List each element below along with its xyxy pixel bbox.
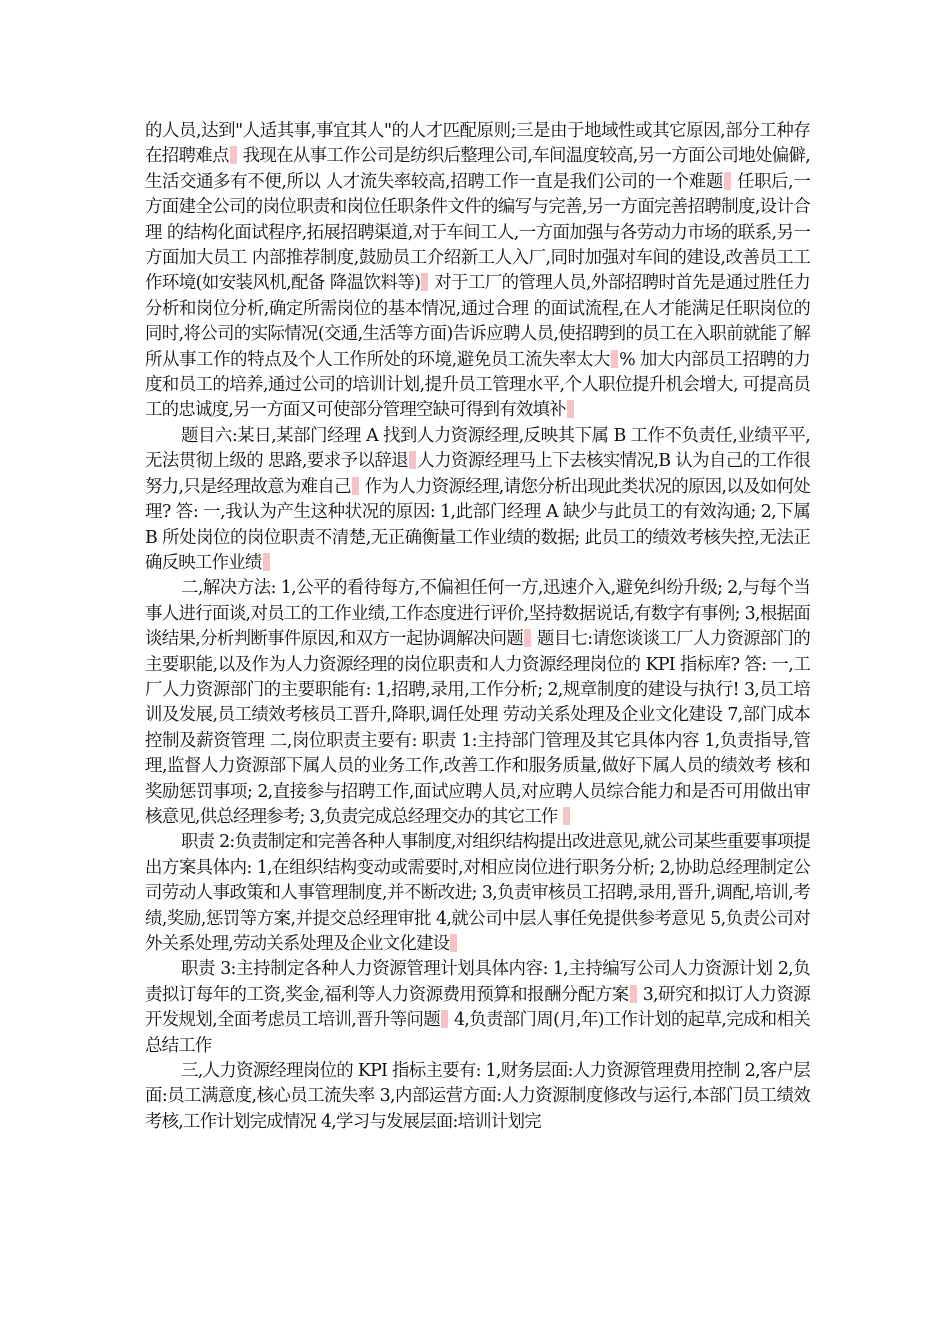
highlight-mark: [724, 172, 731, 190]
text-span: % 加大内部员工招聘的力度和员工的培养,通过公司的培训计划,提升员工管理水平,个人职位提升机会增大, 可提高员工的忠诚度,另一方面又可使部分管理空缺可得到有效填补: [145, 349, 811, 421]
highlight-mark: [563, 807, 570, 825]
paragraph-1: [145, 119, 810, 424]
text-span: 题目七:请您谈谈工厂人力资源部门的主要职能,以及作为人力资源经理的岗位职责和人力资源经理岗位的 KPI 指标库? 答: 一,工厂人力资源部门的主要职能有: 1,招聘,录用,工作分析; 2,规章制度的建设与执行! 3,员工培训及发展,员工绩效考核员工晋升,降职,调任处理 劳动关系处理及企业文化建设 7,部门成本控制及薪资管理 二,岗位职责主要有: 职责 1:主持部门管理及其它具体内容 1,负责指导,管理,监督人力资源部下属人员的业务工作,改善工作和服务质量,做好下属人员的绩效考 核和奖励惩罚事项; 2,直接参与招聘工作,面试应聘人员,对应聘人员综合能力和是否可用做出审核意见,供总经理参考; 3,负责完成总经理交办的其它工作: [145, 629, 811, 827]
text-span: 对于工厂的管理人员,外部招聘时首先是通过胜任力分析和岗位分析,确定所需岗位的基本情况,通过合理 的面试流程,在人才能满足任职岗位的同时,将公司的实际情况(交通,生活等方面)告诉应聘人员,使招聘到的员工在入职前就能了解所从事工作的特点及个人工作所处的环境,避免员工流失率太大: [145, 273, 810, 370]
paragraph-4: [145, 830, 810, 957]
highlight-mark: [524, 629, 531, 647]
text-span: 任职后,一方面建全公司的岗位职责和岗位任职条件文件的编写与完善,另一方面完善招聘制度,设计合理 的结构化面试程序,拓展招聘渠道,对于车间工人,一方面加强与各劳动力市场的联系,另一方面加大员工 内部推荐制度,鼓励员工介绍新工人入厂,同时加强对车间的建设,改善员工工作环境(如安装风机,配备 降温饮料等): [145, 171, 810, 294]
highlight-mark: [450, 934, 457, 952]
highlight-mark: [352, 477, 359, 495]
highlight-mark: [441, 1010, 448, 1028]
highlight-mark: [630, 985, 637, 1003]
text-span: 3,研究和拟订人力资源开发规划,全面考虑员工培训,晋升等问题: [145, 984, 811, 1031]
text-span: 人力资源经理马上下去核实情况,B 认为自己的工作很努力,只是经理故意为难自己: [145, 451, 811, 497]
text-span: 我现在从事工作公司是纺织后整理公司,车间温度较高,另一方面公司地处偏僻,生活交通多有不便,所以 人才流失率较高,招聘工作一直是我们公司的一个难题: [145, 146, 810, 192]
highlight-mark: [230, 146, 237, 164]
paragraph-6: [145, 1059, 810, 1135]
highlight-mark: [567, 400, 574, 418]
text-span: 二,解决方法: 1,公平的看待每方,不偏袒任何一方,迅速介入,避免纠纷升级; 2,与每个当事人进行面谈,对员工的工作业绩,工作态度进行评价,坚持数据说话,有数字有事例; 3,根据面谈结果,分析判断事件原因,和双方一起协调解决问题: [145, 578, 810, 650]
text-span: 三,人力资源经理岗位的 KPI 指标主要有: 1,财务层面:人力资源管理费用控制 2,客户层面:员工满意度,核心员工流失率 3,内部运营方面:人力资源制度修改与运行,本部门员工绩效考核,工作计划完成情况 4,学习与发展层面:培训计划完: [145, 1061, 810, 1132]
text-span: 题目六:某日,某部门经理 A 找到人力资源经理,反映其下属 B 工作不负责任,业绩平平,无法贯彻上级的 思路,要求予以辞退: [145, 425, 810, 472]
text-span: 职责 3:主持制定各种人力资源管理计划具体内容: 1,主持编写公司人力资源计划 2,负责拟订每年的工资,奖金,福利等人力资源费用预算和报酬分配方案: [145, 959, 810, 1005]
highlight-mark: [409, 451, 416, 469]
paragraph-5: [145, 957, 810, 1059]
paragraph-2: [145, 424, 810, 576]
highlight-mark: [263, 553, 270, 571]
text-span: 4,负责部门周(月,年)工作计划的起草,完成和相关总结工作: [145, 1010, 810, 1056]
text-span: 作为人力资源经理,请您分析出现此类状况的原因,以及如何处理? 答: 一,我认为产生这种状况的原因: 1,此部门经理 A 缺少与此员工的有效沟通; 2,下属 B 所处岗位的岗位职责不清楚,无正确衡量工作业绩的数据; 此员工的绩效考核失控,无法正确反映工作业绩: [145, 476, 810, 573]
highlight-mark: [421, 273, 428, 291]
highlight-mark: [611, 350, 618, 368]
document-page: [145, 119, 810, 1135]
paragraph-3: [145, 576, 810, 830]
text-span: 的人员,达到"人适其事,事宜其人"的人才匹配原则;三是由于地域性或其它原因,部分工种存在招聘难点: [145, 121, 810, 167]
text-span: 职责 2:负责制定和完善各种人事制度,对组织结构提出改进意见,就公司某些重要事项提出方案具体内: 1,在组织结构变动或需要时,对相应岗位进行职务分析; 2,协助总经理制定公司劳动人事政策和人事管理制度,并不断改进; 3,负责审核员工招聘,录用,晋升,调配,培训,考绩,奖励,惩罚等方案,并提交总经理审批 4,就公司中层人事任免提供参考意见 5,负责公司对外关系处理,劳动关系处理及企业文化建设: [145, 832, 810, 954]
